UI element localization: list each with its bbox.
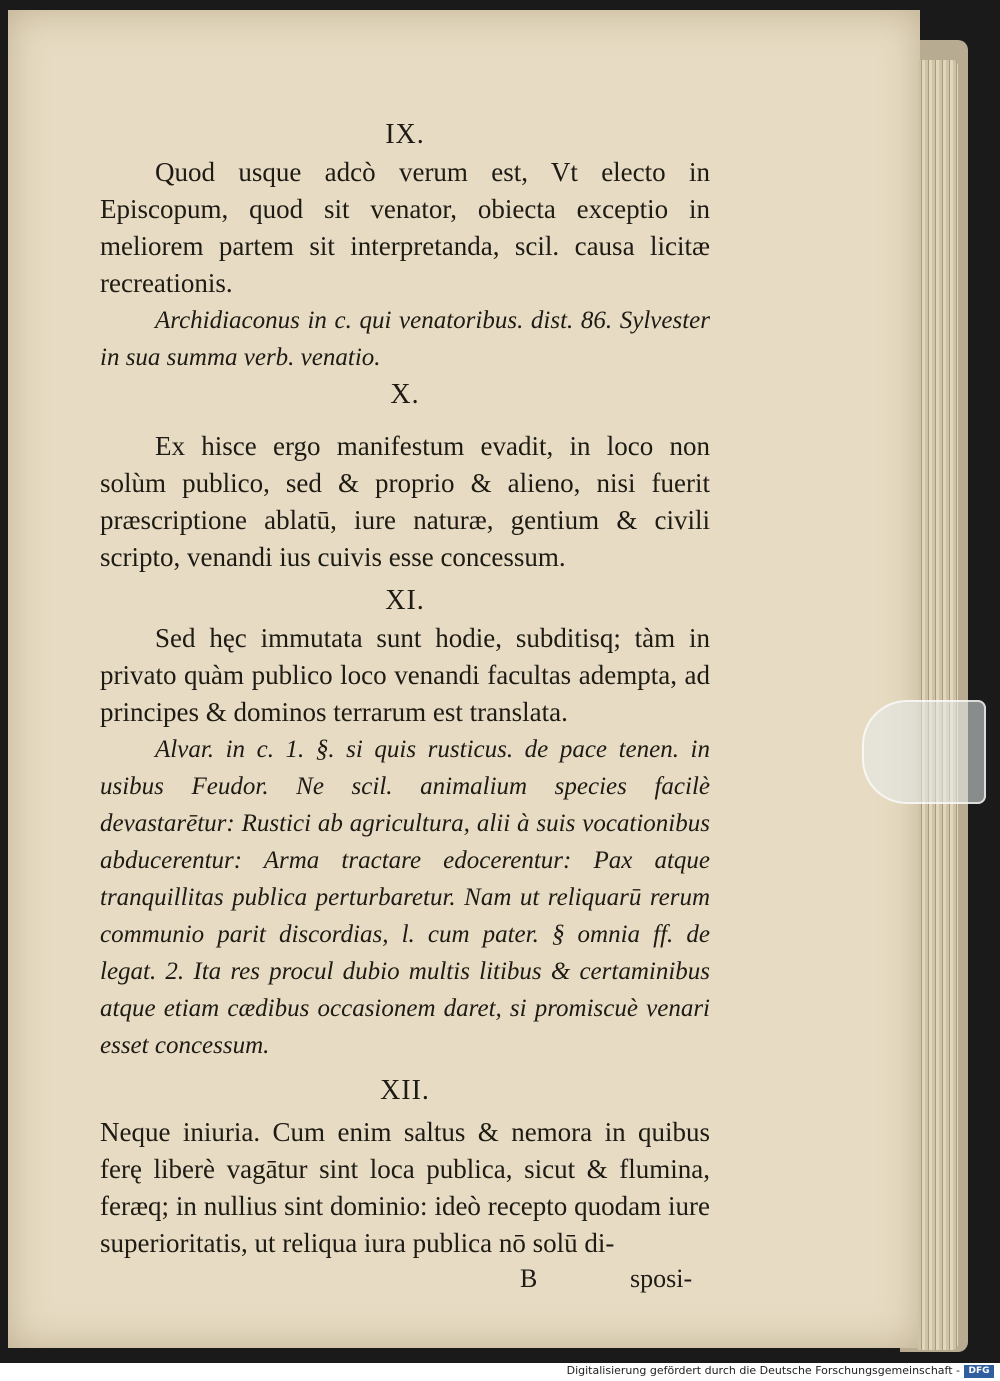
section-citation-xi: Alvar. in c. 1. §. si quis rusticus. de pace tenen. in usibus Feudor. Ne scil. animalium species facilè devastarētur: Rustici ab agricultura, alii à suis vocationibus abducerentur: Arma tractare edocerentur: Pax atque tranquillitas publica perturbaretur. Nam ut reliquarū rerum communio parit discordias, l. cum pater. § omnia ff. de legat. 2. Ita res procul dubio multis litibus & certaminibus atque etiam cædibus occasionem daret, si promiscuè venari esset concessum. [100,736,710,1059]
dfg-logo-icon: DFG [964,1365,994,1378]
catchword: sposi- [630,1264,693,1293]
section-heading-xii: XII. [380,1075,430,1106]
catch-line [100,1262,710,1296]
section-paragraph-ix: Quod usque adcò verum est, Vt electo in Episcopum, quod sit venator, obiecta exceptio in meliorem partem sit interpretanda, scil. causa licitæ recreationis. [100,157,710,298]
page-clip [862,700,986,804]
section-paragraph-x: Ex hisce ergo manifestum evadit, in loco non solùm publico, sed & proprio & alieno, nisi fuerit præscriptione ablatū, iure naturæ, gentium & civili scripto, venandi ius cuivis esse concessum. [100,431,710,572]
section-citation-ix: Archidiaconus in c. qui venatoribus. dist. 86. Sylvester in sua summa verb. venatio. [100,307,710,371]
section-heading-x: X. [390,379,420,410]
page-text [100,116,710,1296]
section-heading-ix: IX. [385,119,425,150]
signature-mark: B [520,1264,538,1293]
footer-credit: Digitalisierung gefördert durch die Deutsche Forschungsgemeinschaft - [566,1364,960,1377]
section-paragraph-xii: Neque iniuria. Cum enim saltus & nemora in quibus ferę liberè vagātur sint loca publica, sicut & flumina, feræq; in nullius sint dominio: ideò recepto quodam iure superioritatis, ut reliqua iura publica nō solū di- [100,1117,710,1258]
section-paragraph-xi: Sed hęc immutata sunt hodie, subditisq; tàm in privato quàm publico loco venandi facultas adempta, ad principes & dominos terrarum est translata. [100,623,710,727]
section-heading-xi: XI. [385,585,425,616]
footer-bar [0,1363,1000,1381]
